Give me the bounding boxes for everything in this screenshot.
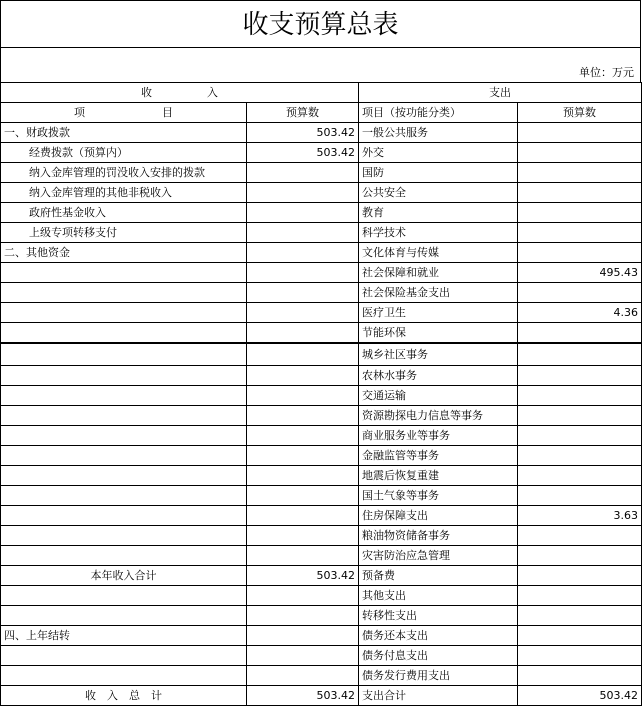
income-item-cell [1, 505, 247, 525]
table-row [1, 445, 642, 465]
expense-item-cell: 国防 [359, 163, 518, 183]
income-item-cell: 一、财政拨款 [1, 123, 247, 143]
income-item-cell [1, 545, 247, 565]
expense-value-cell: 3.63 [518, 505, 642, 525]
income-item-cell: 上级专项转移支付 [1, 223, 247, 243]
income-value-cell: 503.42 [247, 123, 359, 143]
income-item-cell: 本年收入合计 [1, 565, 247, 585]
expense-item-cell: 文化体育与传媒 [359, 243, 518, 263]
income-item-cell [1, 263, 247, 283]
table-row [1, 505, 642, 525]
expense-value-cell [518, 405, 642, 425]
table-row [1, 525, 642, 545]
expense-value-cell [518, 385, 642, 405]
income-item-cell [1, 585, 247, 605]
expense-value-cell [518, 143, 642, 163]
income-value-cell [247, 465, 359, 485]
income-item-cell [1, 445, 247, 465]
table-row [1, 343, 642, 365]
unit-label: 单位：万元 [0, 64, 641, 82]
budget-header: 预算数 [247, 103, 359, 123]
income-value-cell [247, 385, 359, 405]
income-item-cell [1, 303, 247, 323]
income-value-cell: 503.42 [247, 685, 359, 705]
income-value-cell [247, 645, 359, 665]
budget2-header: 预算数 [518, 103, 642, 123]
expense-item-cell: 外交 [359, 143, 518, 163]
page-title: 收支预算总表 [0, 0, 641, 48]
table-row [1, 163, 642, 183]
expense-value-cell [518, 123, 642, 143]
income-value-cell [247, 665, 359, 685]
income-value-cell [247, 545, 359, 565]
expense-value-cell [518, 203, 642, 223]
income-value-cell [247, 343, 359, 365]
expense-item-cell: 社会保障和就业 [359, 263, 518, 283]
income-item-cell [1, 525, 247, 545]
expense-item-cell: 交通运输 [359, 385, 518, 405]
table-row [1, 645, 642, 665]
expense-value-cell [518, 425, 642, 445]
expense-value-cell [518, 465, 642, 485]
expense-item-cell: 教育 [359, 203, 518, 223]
expense-item-cell: 其他支出 [359, 585, 518, 605]
expense-item-cell: 科学技术 [359, 223, 518, 243]
income-value-cell [247, 445, 359, 465]
expense-item-cell: 住房保障支出 [359, 505, 518, 525]
income-item-cell: 收 入 总 计 [1, 685, 247, 705]
table-row [1, 123, 642, 143]
expense-value-cell [518, 163, 642, 183]
expense-value-cell [518, 545, 642, 565]
expense-item-cell: 支出合计 [359, 685, 518, 705]
expense-value-cell [518, 585, 642, 605]
expense-value-cell [518, 445, 642, 465]
income-item-cell [1, 343, 247, 365]
item-header: 项 目 [1, 103, 247, 123]
income-value-cell: 503.42 [247, 143, 359, 163]
budget-table [0, 82, 642, 706]
expense-item-cell: 社会保险基金支出 [359, 283, 518, 303]
income-item-cell [1, 425, 247, 445]
expense-item-cell: 城乡社区事务 [359, 343, 518, 365]
income-value-cell [247, 263, 359, 283]
income-item-cell [1, 365, 247, 385]
income-value-cell [247, 243, 359, 263]
expense-value-cell [518, 243, 642, 263]
header-row-2 [1, 103, 642, 123]
header-row-1 [1, 83, 642, 103]
expense-item-cell: 金融监管等事务 [359, 445, 518, 465]
income-item-cell [1, 645, 247, 665]
income-value-cell [247, 223, 359, 243]
blank-row [0, 48, 641, 64]
expense-value-cell [518, 365, 642, 385]
expense-value-cell [518, 183, 642, 203]
table-row [1, 405, 642, 425]
income-item-cell: 四、上年结转 [1, 625, 247, 645]
income-item-cell [1, 283, 247, 303]
income-value-cell: 503.42 [247, 565, 359, 585]
expense-item-cell: 节能环保 [359, 323, 518, 344]
expense-value-cell [518, 625, 642, 645]
table-row [1, 605, 642, 625]
income-item-cell [1, 385, 247, 405]
income-value-cell [247, 485, 359, 505]
expense-value-cell: 495.43 [518, 263, 642, 283]
income-value-cell [247, 283, 359, 303]
expense-item-cell: 农林水事务 [359, 365, 518, 385]
income-value-cell [247, 425, 359, 445]
income-item-cell [1, 605, 247, 625]
income-value-cell [247, 365, 359, 385]
expense-item-cell: 资源勘探电力信息等事务 [359, 405, 518, 425]
table-row [1, 565, 642, 585]
income-item-cell: 经费拨款（预算内） [1, 143, 247, 163]
expense-value-cell: 4.36 [518, 303, 642, 323]
expense-value-cell [518, 223, 642, 243]
income-item-cell [1, 465, 247, 485]
table-row [1, 303, 642, 323]
table-row [1, 183, 642, 203]
table-row [1, 263, 642, 283]
table-row [1, 685, 642, 705]
income-item-cell [1, 665, 247, 685]
expense-value-cell [518, 343, 642, 365]
income-value-cell [247, 625, 359, 645]
expense-item-cell: 国土气象等事务 [359, 485, 518, 505]
income-value-cell [247, 525, 359, 545]
expense-item-cell: 预备费 [359, 565, 518, 585]
expense-item-cell: 商业服务业等事务 [359, 425, 518, 445]
expense-item-cell: 债务发行费用支出 [359, 665, 518, 685]
table-row [1, 223, 642, 243]
expense-item-cell: 地震后恢复重建 [359, 465, 518, 485]
expense-item-cell: 转移性支出 [359, 605, 518, 625]
expense-value-cell [518, 283, 642, 303]
expense-value-cell [518, 565, 642, 585]
income-item-cell: 纳入金库管理的其他非税收入 [1, 183, 247, 203]
table-row [1, 665, 642, 685]
table-row [1, 203, 642, 223]
table-row [1, 243, 642, 263]
expense-item-cell: 粮油物资储备事务 [359, 525, 518, 545]
expense-item-cell: 债务付息支出 [359, 645, 518, 665]
expense-item-cell: 一般公共服务 [359, 123, 518, 143]
income-item-cell: 纳入金库管理的罚没收入安排的拨款 [1, 163, 247, 183]
income-item-cell [1, 485, 247, 505]
expense-value-cell [518, 525, 642, 545]
expense-value-cell: 503.42 [518, 685, 642, 705]
expense-item-cell: 医疗卫生 [359, 303, 518, 323]
table-row [1, 323, 642, 344]
income-item-cell: 二、其他资金 [1, 243, 247, 263]
income-value-cell [247, 183, 359, 203]
table-row [1, 585, 642, 605]
table-row [1, 465, 642, 485]
income-value-cell [247, 405, 359, 425]
expense-value-cell [518, 645, 642, 665]
table-row [1, 365, 642, 385]
table-row [1, 143, 642, 163]
expense-item-cell: 公共安全 [359, 183, 518, 203]
expense-value-cell [518, 605, 642, 625]
income-value-cell [247, 505, 359, 525]
expense-value-cell [518, 323, 642, 344]
expense-value-cell [518, 665, 642, 685]
expense-value-cell [518, 485, 642, 505]
table-row [1, 385, 642, 405]
table-row [1, 485, 642, 505]
table-row [1, 545, 642, 565]
table-row [1, 283, 642, 303]
income-value-cell [247, 605, 359, 625]
income-value-cell [247, 323, 359, 344]
income-value-cell [247, 163, 359, 183]
income-item-cell [1, 323, 247, 344]
expense-header: 支出 [359, 83, 642, 103]
income-value-cell [247, 203, 359, 223]
func-item-header: 项目（按功能分类） [359, 103, 518, 123]
expense-item-cell: 债务还本支出 [359, 625, 518, 645]
income-header: 收 入 [1, 83, 359, 103]
income-value-cell [247, 585, 359, 605]
table-row [1, 625, 642, 645]
income-item-cell: 政府性基金收入 [1, 203, 247, 223]
table-row [1, 425, 642, 445]
income-item-cell [1, 405, 247, 425]
expense-item-cell: 灾害防治应急管理 [359, 545, 518, 565]
income-value-cell [247, 303, 359, 323]
